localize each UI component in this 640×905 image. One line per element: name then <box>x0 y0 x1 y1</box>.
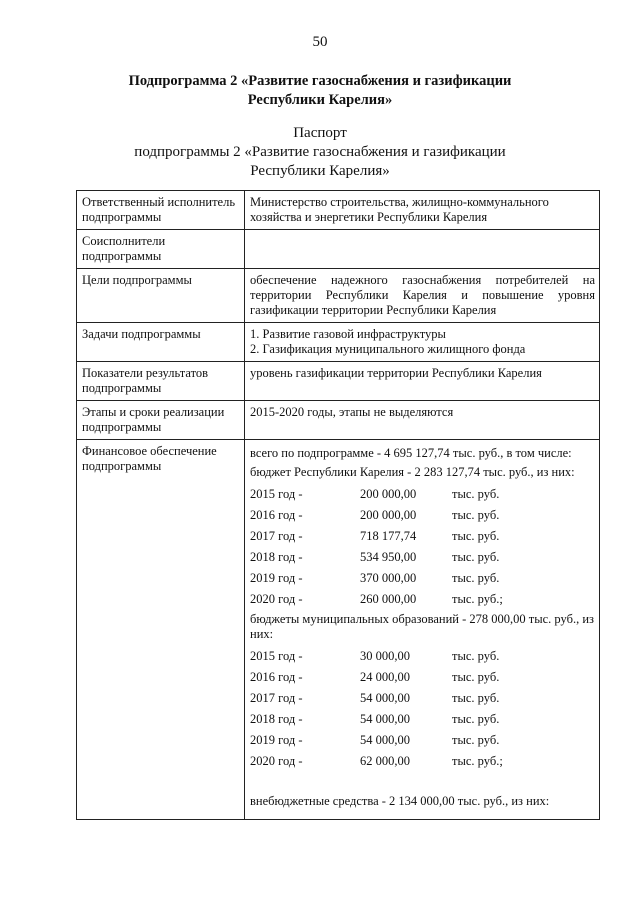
year: 2020 год - <box>250 592 303 606</box>
year: 2015 год - <box>250 649 303 663</box>
task-item: 1. Развитие газовой инфраструктуры <box>250 327 446 341</box>
regional-budget-header: бюджет Республики Карелия - 2 283 127,74 тыс. руб., из них: <box>250 465 575 479</box>
task-item: 2. Газификация муниципального жилищного фонда <box>250 342 526 356</box>
passport-line-3: Республики Карелия» <box>250 163 390 179</box>
table-row <box>77 440 600 820</box>
municipal-row <box>250 709 595 730</box>
row-label: Показатели результатов подпрограммы <box>77 362 245 401</box>
amount: 62 000,00 <box>360 754 410 768</box>
amount: 54 000,00 <box>360 691 410 705</box>
regional-row <box>250 547 595 568</box>
unit: тыс. руб. <box>452 571 500 585</box>
year: 2015 год - <box>250 487 303 501</box>
amount: 370 000,00 <box>360 571 417 585</box>
amount: 200 000,00 <box>360 508 417 522</box>
unit: тыс. руб. <box>452 712 500 726</box>
row-value <box>245 230 600 269</box>
amount: 200 000,00 <box>360 487 417 501</box>
regional-row <box>250 526 595 547</box>
municipal-row <box>250 751 595 772</box>
finance-cell <box>245 440 600 820</box>
row-label: Этапы и сроки реализации подпрограммы <box>77 401 245 440</box>
passport-line-1: Паспорт <box>293 125 347 141</box>
table-row <box>77 191 600 230</box>
municipal-budget-header: бюджеты муниципальных образований - 278 000,00 тыс. руб., из них: <box>250 612 594 641</box>
year: 2018 год - <box>250 550 303 564</box>
amount: 24 000,00 <box>360 670 410 684</box>
unit: тыс. руб. <box>452 649 500 663</box>
unit: тыс. руб. <box>452 487 500 501</box>
amount: 54 000,00 <box>360 733 410 747</box>
title-line-1: Подпрограмма 2 «Развитие газоснабжения и газификации <box>128 73 512 89</box>
year: 2016 год - <box>250 508 303 522</box>
regional-row <box>250 505 595 526</box>
row-label: Задачи подпрограммы <box>77 323 245 362</box>
year: 2018 год - <box>250 712 303 726</box>
subprogram-title <box>0 72 640 110</box>
page-number: 50 <box>312 34 328 50</box>
row-label: Ответственный исполнитель подпрограммы <box>77 191 245 230</box>
year: 2016 год - <box>250 670 303 684</box>
row-value: 2015-2020 годы, этапы не выделяются <box>245 401 600 440</box>
year: 2019 год - <box>250 571 303 585</box>
regional-row <box>250 484 595 505</box>
unit: тыс. руб. <box>452 733 500 747</box>
municipal-row <box>250 646 595 667</box>
regional-row <box>250 589 595 610</box>
unit: тыс. руб. <box>452 670 500 684</box>
unit: тыс. руб.; <box>452 592 503 606</box>
amount: 534 950,00 <box>360 550 417 564</box>
table-row <box>77 401 600 440</box>
table-row <box>77 230 600 269</box>
year: 2020 год - <box>250 754 303 768</box>
table-row <box>77 323 600 362</box>
table-row <box>77 269 600 323</box>
row-value: уровень газификации территории Республики Карелия <box>245 362 600 401</box>
municipal-row <box>250 730 595 751</box>
unit: тыс. руб. <box>452 529 500 543</box>
row-label: Цели подпрограммы <box>77 269 245 323</box>
amount: 30 000,00 <box>360 649 410 663</box>
year: 2019 год - <box>250 733 303 747</box>
unit: тыс. руб. <box>452 550 500 564</box>
title-line-2: Республики Карелия» <box>247 92 393 108</box>
unit: тыс. руб. <box>452 691 500 705</box>
amount: 260 000,00 <box>360 592 417 606</box>
row-value: Министерство строительства, жилищно-коммунального хозяйства и энергетики Республики Карелия <box>245 191 600 230</box>
year: 2017 год - <box>250 529 303 543</box>
row-value <box>245 323 600 362</box>
unit: тыс. руб. <box>452 508 500 522</box>
amount: 718 177,74 <box>360 529 417 543</box>
municipal-row <box>250 667 595 688</box>
passport-heading <box>0 124 640 181</box>
amount: 54 000,00 <box>360 712 410 726</box>
finance-total: всего по подпрограмме - 4 695 127,74 тыс. руб., в том числе: <box>250 446 572 460</box>
passport-table <box>76 190 600 820</box>
row-label: Соисполнители подпрограммы <box>77 230 245 269</box>
table-row <box>77 362 600 401</box>
year: 2017 год - <box>250 691 303 705</box>
regional-row <box>250 568 595 589</box>
row-value: обеспечение надежного газоснабжения потребителей на территории Республики Карелия и повышение уровня газификации территории Республики Карелия <box>245 269 600 323</box>
municipal-row <box>250 688 595 709</box>
unit: тыс. руб.; <box>452 754 503 768</box>
passport-line-2: подпрограммы 2 «Развитие газоснабжения и газификации <box>134 144 506 160</box>
row-label: Финансовое обеспечение подпрограммы <box>77 440 245 820</box>
extrabudget-header: внебюджетные средства - 2 134 000,00 тыс. руб., из них: <box>250 794 550 808</box>
